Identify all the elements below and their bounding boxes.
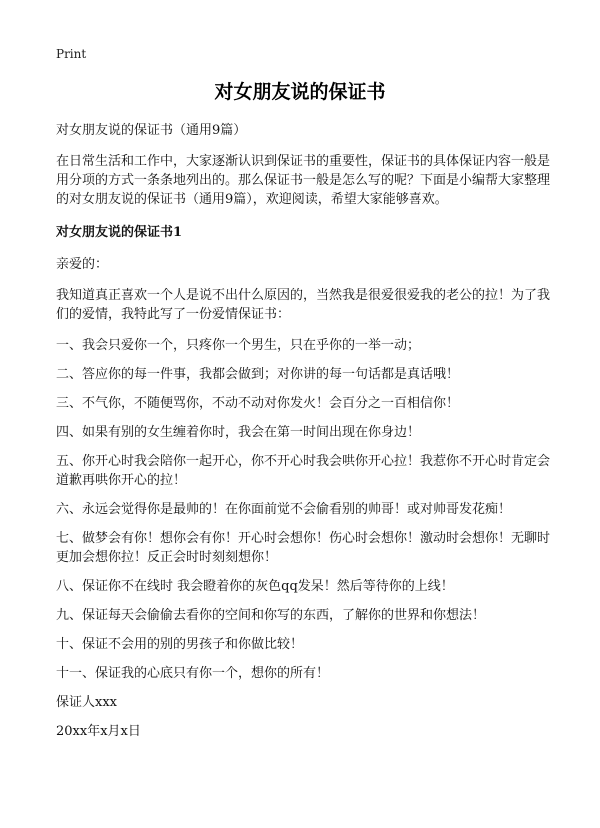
pledge-item: 十、保证不会用的别的男孩子和你做比较！ bbox=[56, 637, 304, 652]
document-body bbox=[56, 121, 556, 753]
document-date: 20xx年x月x日 bbox=[56, 724, 141, 739]
pledge-item: 七、做梦会有你！想你会有你！开心时会想你！伤心时会想你！激动时会想你！无聊时更加会想你拉！反正会时时刻刻想你！ bbox=[56, 531, 551, 565]
pledge-item: 三、不气你，不随便骂你，不动不动对你发火！会百分之一百相信你！ bbox=[56, 396, 460, 411]
opening-paragraph: 我知道真正喜欢一个人是说不出什么原因的，当然我是很爱很爱我的老公的拉！为了我们的爱情，我特此写了一份爱情保证书： bbox=[56, 288, 551, 322]
print-link[interactable]: Print bbox=[56, 47, 87, 61]
pledge-item: 六、永远会觉得你是最帅的！在你面前觉不会偷看别的帅哥！或对帅哥发花痴！ bbox=[56, 502, 512, 517]
greeting: 亲爱的： bbox=[56, 257, 109, 272]
section-heading: 对女朋友说的保证书1 bbox=[56, 225, 183, 240]
pledge-item: 十一、保证我的心底只有你一个，想你的所有！ bbox=[56, 666, 330, 681]
pledge-item: 九、保证每天会偷偷去看你的空间和你写的东西，了解你的世界和你想法！ bbox=[56, 608, 486, 623]
pledge-item: 二、答应你的每一件事，我都会做到；对你讲的每一句话都是真话哦！ bbox=[56, 367, 460, 382]
document-subtitle: 对女朋友说的保证书（通用9篇） bbox=[56, 123, 247, 138]
signature: 保证人xxx bbox=[56, 695, 117, 710]
pledge-item: 四、如果有别的女生缠着你时，我会在第一时间出现在你身边！ bbox=[56, 425, 421, 440]
pledge-item: 一、我会只爱你一个，只疼你一个男生，只在乎你的一举一动； bbox=[56, 338, 421, 353]
pledge-item: 八、保证你不在线时 我会瞪着你的灰色qq发呆！然后等待你的上线！ bbox=[56, 579, 454, 594]
document-title: 对女朋友说的保证书 bbox=[214, 81, 386, 103]
intro-paragraph: 在日常生活和工作中，大家逐渐认识到保证书的重要性，保证书的具体保证内容一般是用分项的方式一条条地列出的。那么保证书一般是怎么写的呢？下面是小编帮大家整理的对女朋友说的保证书（通用9篇），欢迎阅读，希望大家能够喜欢。 bbox=[56, 154, 551, 207]
pledge-item: 五、你开心时我会陪你一起开心，你不开心时我会哄你开心拉！我惹你不开心时肯定会道歉再哄你开心的拉！ bbox=[56, 454, 551, 488]
